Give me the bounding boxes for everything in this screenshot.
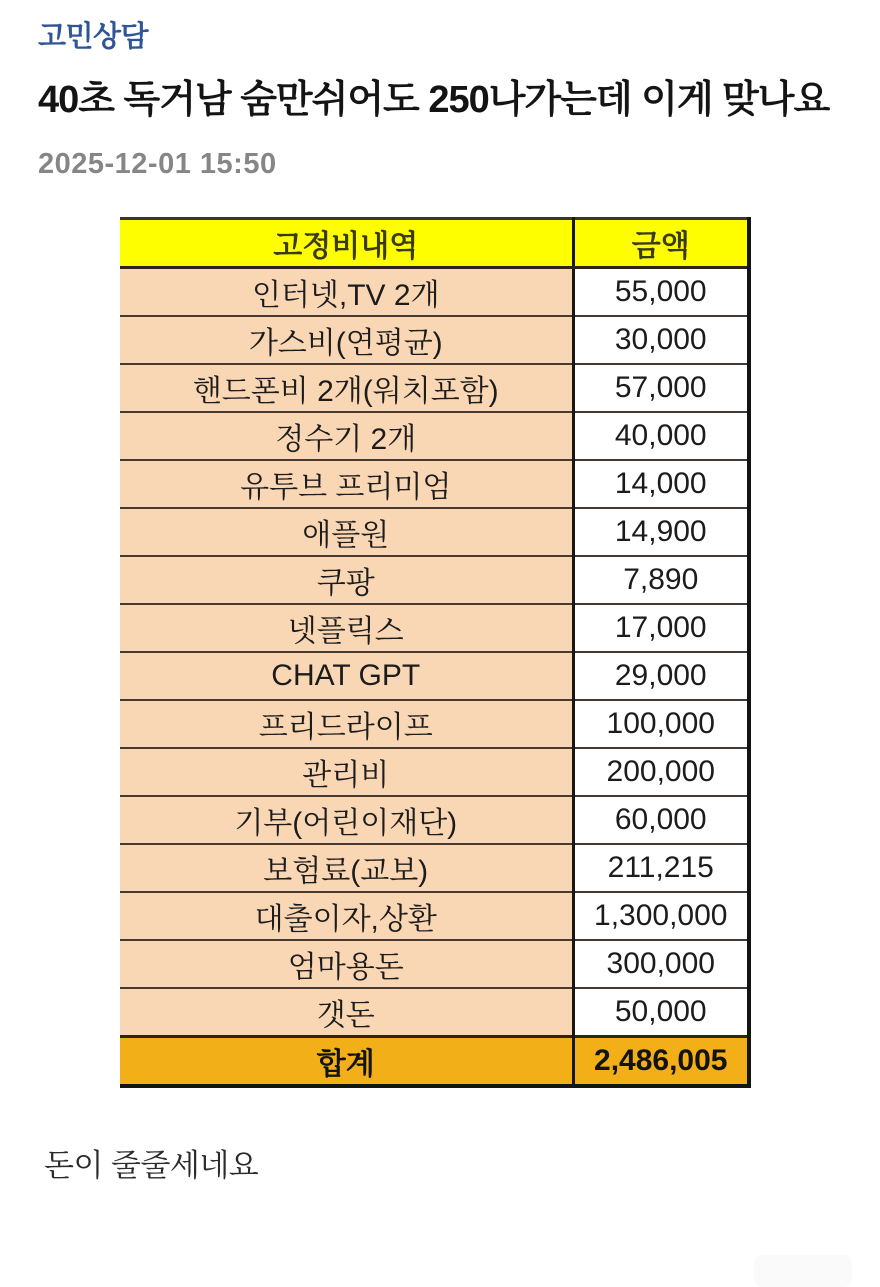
table-row — [120, 316, 749, 364]
expense-label-cell: 핸드폰비 2개(워치포함) — [120, 364, 573, 412]
table-header-row — [120, 218, 749, 267]
board-category-link[interactable]: 고민상담 — [38, 21, 149, 53]
table-total-row — [120, 1036, 749, 1086]
post-date: 2025-12-01 15:50 — [38, 147, 277, 180]
expense-amount-cell: 29,000 — [573, 652, 749, 700]
table-row — [120, 412, 749, 460]
table-body — [120, 267, 749, 1036]
expense-amount-cell: 55,000 — [573, 267, 749, 316]
table-row — [120, 652, 749, 700]
expense-amount-cell: 57,000 — [573, 364, 749, 412]
expense-amount-cell: 30,000 — [573, 316, 749, 364]
expense-amount-cell: 50,000 — [573, 988, 749, 1037]
table-row — [120, 700, 749, 748]
table-row — [120, 364, 749, 412]
table-row — [120, 988, 749, 1037]
floating-button-edge[interactable] — [754, 1255, 852, 1287]
expense-label-cell: 인터넷,TV 2개 — [120, 267, 573, 316]
expense-amount-cell: 100,000 — [573, 700, 749, 748]
total-amount-cell: 2,486,005 — [573, 1036, 749, 1086]
expense-label-cell: 관리비 — [120, 748, 573, 796]
table-row — [120, 556, 749, 604]
table-row — [120, 844, 749, 892]
expense-amount-cell: 17,000 — [573, 604, 749, 652]
expense-label-cell: 기부(어린이재단) — [120, 796, 573, 844]
expense-label-cell: 엄마용돈 — [120, 940, 573, 988]
post-title: 40초 독거남 숨만쉬어도 250나가는데 이게 맞나요 — [38, 79, 830, 121]
expense-label-cell: 쿠팡 — [120, 556, 573, 604]
table-row — [120, 460, 749, 508]
expense-amount-cell: 211,215 — [573, 844, 749, 892]
table-row — [120, 892, 749, 940]
expense-label-cell: 가스비(연평균) — [120, 316, 573, 364]
expense-label-cell: 유투브 프리미엄 — [120, 460, 573, 508]
table-row — [120, 748, 749, 796]
expense-amount-cell: 7,890 — [573, 556, 749, 604]
total-label-cell: 합계 — [120, 1036, 573, 1086]
expense-amount-cell: 14,000 — [573, 460, 749, 508]
expense-amount-cell: 1,300,000 — [573, 892, 749, 940]
table-row — [120, 267, 749, 316]
expense-amount-cell: 14,900 — [573, 508, 749, 556]
table-row — [120, 940, 749, 988]
expense-label-cell: 대출이자,상환 — [120, 892, 573, 940]
expense-label-cell: 프리드라이프 — [120, 700, 573, 748]
post-body-text: 돈이 줄줄세네요 — [44, 1147, 259, 1183]
expense-label-cell: 애플원 — [120, 508, 573, 556]
table-row — [120, 604, 749, 652]
expense-label-cell: 정수기 2개 — [120, 412, 573, 460]
expense-amount-cell: 300,000 — [573, 940, 749, 988]
expense-amount-cell: 60,000 — [573, 796, 749, 844]
expense-label-cell: 넷플릭스 — [120, 604, 573, 652]
header-cell-category: 고정비내역 — [120, 218, 573, 267]
expense-table-image[interactable] — [120, 217, 749, 1088]
post-container — [0, 0, 880, 181]
expense-label-cell: 보험료(교보) — [120, 844, 573, 892]
header-cell-amount: 금액 — [573, 218, 749, 267]
expense-amount-cell: 200,000 — [573, 748, 749, 796]
expense-label-cell: CHAT GPT — [120, 652, 573, 700]
expense-amount-cell: 40,000 — [573, 412, 749, 460]
expense-label-cell: 갯돈 — [120, 988, 573, 1037]
table-row — [120, 796, 749, 844]
table-row — [120, 508, 749, 556]
expense-table — [120, 217, 751, 1088]
